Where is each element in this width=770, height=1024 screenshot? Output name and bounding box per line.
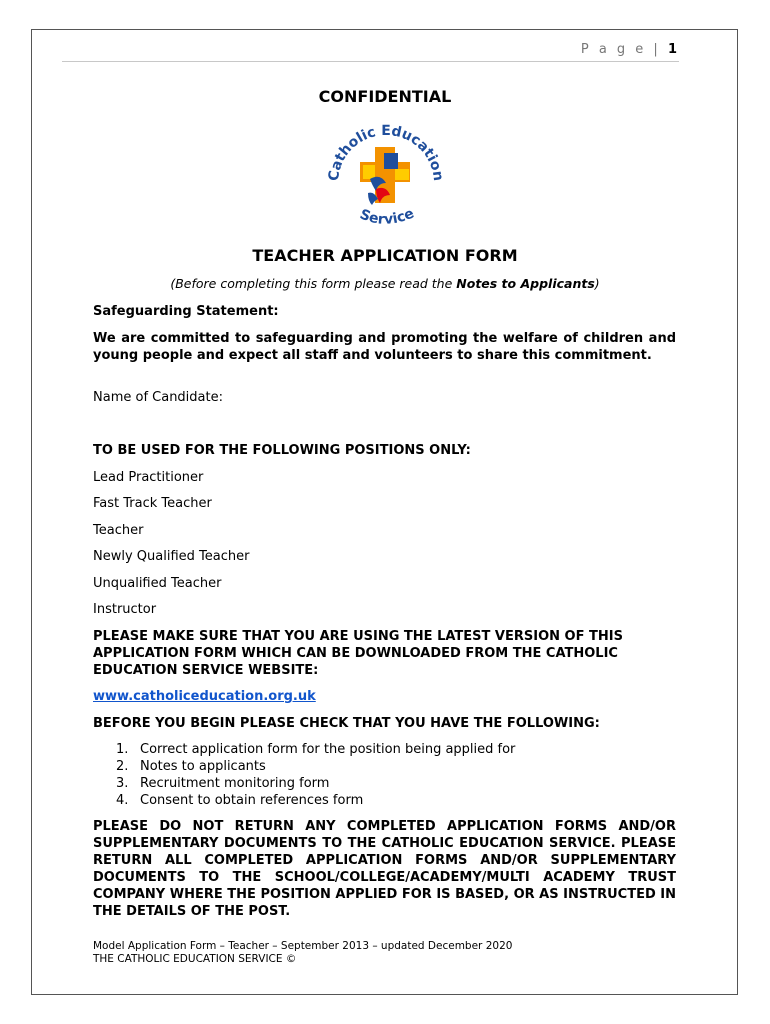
safeguarding-statement: We are committed to safeguarding and promoting the welfare of children and young people and expect all staff and volunteers to share this commitment. (93, 331, 676, 363)
website-link-row (93, 689, 676, 704)
checklist-item (93, 741, 676, 758)
position-item: Lead Practitioner (93, 470, 204, 485)
website-link[interactable]: www.catholiceducation.org.uk (93, 689, 316, 704)
checklist-item (93, 792, 676, 809)
safeguarding-heading: Safeguarding Statement: (93, 304, 279, 319)
checklist-number: 1. (116, 742, 129, 757)
logo-arc-bottom-text: Service (357, 205, 417, 228)
checklist-text: Recruitment monitoring form (140, 776, 330, 791)
catholic-education-service-logo (322, 113, 448, 239)
form-title: TEACHER APPLICATION FORM (252, 246, 518, 265)
page-number (581, 42, 677, 57)
footer-version: Model Application Form – Teacher – September 2013 – updated December 2020 (93, 940, 513, 952)
subtitle-text: (Before completing this form please read the (170, 276, 457, 291)
page-number-value: 1 (667, 42, 677, 57)
position-item: Teacher (93, 523, 144, 538)
header-divider (62, 61, 679, 62)
checklist-text: Consent to obtain references form (140, 793, 364, 808)
checklist-number: 3. (116, 776, 129, 791)
checklist-heading: BEFORE YOU BEGIN PLEASE CHECK THAT YOU HAVE THE FOLLOWING: (93, 716, 600, 731)
checklist-item (93, 775, 676, 792)
logo-arc-top-text: Catholic Education (325, 122, 447, 182)
checklist-text: Notes to applicants (140, 759, 266, 774)
checklist-text: Correct application form for the position being applied for (140, 742, 516, 757)
checklist-item (93, 758, 676, 775)
return-instructions: PLEASE DO NOT RETURN ANY COMPLETED APPLICATION FORMS AND/OR SUPPLEMENTARY DOCUMENTS TO THE CATHOLIC EDUCATION SERVICE. PLEASE RETURN ALL COMPLETED APPLICATION FORMS AND/OR SUPPLEMENTARY DOCUMENTS TO THE SCHOOL/COLLEGE/ACADEMY/MULTI ACADEMY TRUST COMPANY WHERE THE POSITION APPLIED FOR IS BASED, OR AS INSTRUCTED IN THE DETAILS OF THE POST. (93, 819, 676, 919)
page-label: P a g e | (580, 42, 661, 57)
footer-copyright: THE CATHOLIC EDUCATION SERVICE © (93, 953, 297, 965)
position-item: Fast Track Teacher (93, 496, 212, 511)
form-subtitle (0, 276, 770, 291)
checklist-number: 2. (116, 759, 129, 774)
position-item: Newly Qualified Teacher (93, 549, 250, 564)
checklist (93, 741, 676, 809)
candidate-name-label: Name of Candidate: (93, 390, 223, 405)
notes-to-applicants-reference: Notes to Applicants (456, 276, 595, 291)
confidential-heading: CONFIDENTIAL (318, 87, 452, 106)
checklist-number: 4. (116, 793, 129, 808)
position-item: Instructor (93, 602, 157, 617)
positions-heading: TO BE USED FOR THE FOLLOWING POSITIONS ONLY: (93, 443, 471, 458)
logo-cross-icon (360, 147, 410, 205)
footer (93, 940, 512, 966)
subtitle-close: ) (594, 276, 600, 291)
latest-version-notice: PLEASE MAKE SURE THAT YOU ARE USING THE LATEST VERSION OF THIS APPLICATION FORM WHICH CAN BE DOWNLOADED FROM THE CATHOLIC EDUCATION SERVICE WEBSITE: (93, 629, 623, 678)
position-item: Unqualified Teacher (93, 576, 222, 591)
